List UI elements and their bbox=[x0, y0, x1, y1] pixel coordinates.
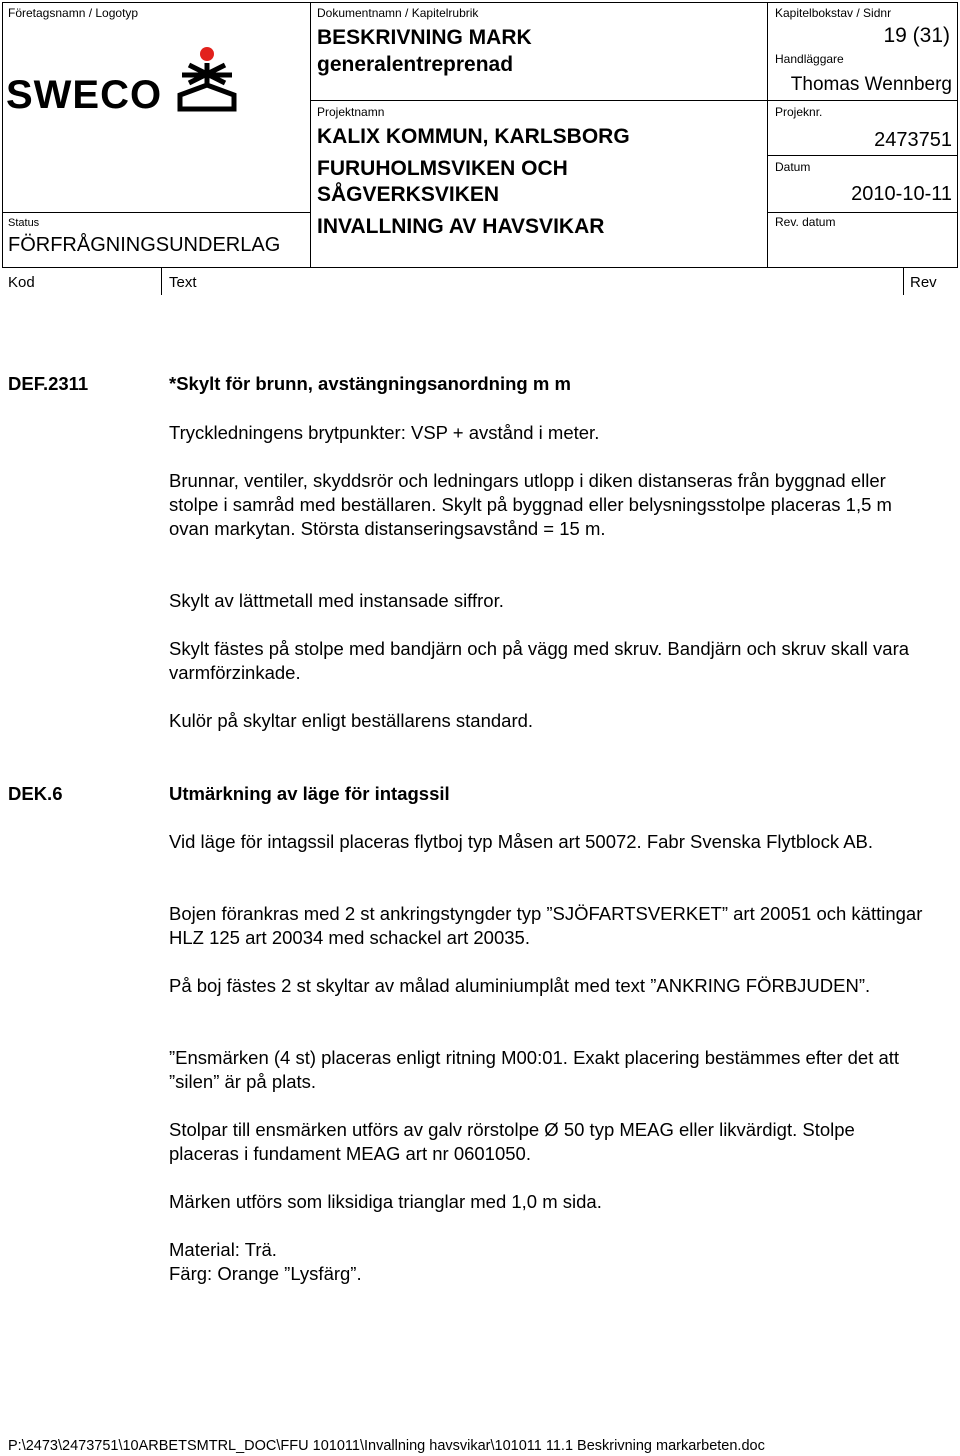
status-label: Status bbox=[8, 217, 40, 229]
rev-date-label: Rev. datum bbox=[775, 215, 836, 229]
paragraph: Kulör på skyltar enligt beställarens standard. bbox=[169, 710, 534, 731]
paragraph: Skylt av lättmetall med instansade siffror. bbox=[169, 590, 504, 611]
doc-label: Dokumentnamn / Kapitelrubrik bbox=[317, 6, 479, 20]
status-value: FÖRFRÅGNINGSUNDERLAG bbox=[8, 234, 281, 256]
project-line2: FURUHOLMSVIKEN OCH bbox=[317, 157, 568, 180]
col-rev-header: Rev bbox=[910, 274, 937, 291]
section-title: Utmärkning av läge för intagssil bbox=[169, 783, 450, 804]
colhead-divider-1 bbox=[161, 267, 162, 295]
logo-emblem bbox=[180, 63, 234, 109]
header-row-line-projno bbox=[767, 155, 958, 156]
paragraph: Bojen förankras med 2 st ankringstyngder typ ”SJÖFARTSVERKET” art 20051 och kättingar HLZ 125 art 20034 med schackel art 20035. bbox=[169, 903, 923, 948]
col-text-header: Text bbox=[169, 274, 197, 291]
paragraph: ”Ensmärken (4 st) placeras enligt ritning M00:01. Exakt placering bestämmes efter det att ”silen” är på plats. bbox=[169, 1047, 900, 1092]
project-line4: INVALLNING AV HAVSVIKAR bbox=[317, 215, 605, 238]
header-row-line-date bbox=[767, 212, 958, 213]
header-bottom-border bbox=[2, 267, 958, 268]
col-code-header: Kod bbox=[8, 274, 35, 291]
project-line3: SÅGVERKSVIKEN bbox=[317, 183, 500, 206]
section-code: DEF.2311 bbox=[8, 373, 89, 394]
page-number: 19 (31) bbox=[883, 24, 950, 47]
handler-name: Thomas Wennberg bbox=[790, 74, 952, 95]
company-label: Företagsnamn / Logotyp bbox=[8, 6, 139, 20]
header-right-border bbox=[957, 2, 958, 268]
paragraph: Brunnar, ventiler, skyddsrör och ledningars utlopp i diken distanseras från byggnad eller stolpe i samråd med beställaren. Skylt på byggnad eller belysningsstolpe placeras 1,5 m ovan markytan. Största distanseringsavstånd = 15 m. bbox=[169, 470, 892, 539]
doc-title-line2: generalentreprenad bbox=[317, 53, 514, 76]
project-label: Projektnamn bbox=[317, 105, 385, 119]
paragraph: Skylt fästes på stolpe med bandjärn och på vägg med skruv. Bandjärn och skruv skall vara varmförzinkade. bbox=[169, 638, 910, 683]
paragraph: Vid läge för intagssil placeras flytboj typ Måsen art 50072. Fabr Svenska Flytblock AB. bbox=[169, 831, 874, 852]
chapter-label: Kapitelbokstav / Sidnr bbox=[775, 6, 892, 20]
logo-wordmark: SWECO bbox=[6, 73, 163, 117]
paragraph: Stolpar till ensmärken utförs av galv rörstolpe Ø 50 typ MEAG eller likvärdigt. Stolpe placeras i fundament MEAG art nr 0601050. bbox=[169, 1119, 855, 1164]
paragraph: Material: Trä. bbox=[169, 1239, 277, 1260]
project-no: 2473751 bbox=[874, 129, 952, 151]
header-row-line-1 bbox=[310, 100, 958, 101]
doc-title-line1: BESKRIVNING MARK bbox=[317, 26, 532, 49]
section-code: DEK.6 bbox=[8, 783, 63, 804]
sweco-logo-graphic bbox=[6, 45, 242, 117]
project-no-label: Projeknr. bbox=[775, 105, 823, 119]
paragraph: Märken utförs som liksidiga trianglar med 1,0 m sida. bbox=[169, 1191, 602, 1212]
handler-label: Handläggare bbox=[775, 52, 844, 66]
header-row-line-status bbox=[2, 212, 311, 213]
paragraph: Tryckledningens brytpunkter: VSP + avstånd i meter. bbox=[169, 422, 600, 443]
section-title: *Skylt för brunn, avstängningsanordning m m bbox=[169, 373, 571, 394]
header-top-border bbox=[2, 2, 958, 3]
footer-file-path: P:\2473\2473751\10ARBETSMTRL_DOC\FFU 101011\Invallning havsvikar\101011 11.1 Beskrivning markarbeten.doc bbox=[8, 1438, 765, 1454]
paragraph: På boj fästes 2 st skyltar av målad aluminiumplåt med text ”ANKRING FÖRBJUDEN”. bbox=[169, 975, 871, 996]
logo-red-dot bbox=[200, 47, 214, 61]
header-left-border bbox=[2, 2, 3, 268]
sweco-logo bbox=[6, 45, 242, 117]
project-line1: KALIX KOMMUN, KARLSBORG bbox=[317, 125, 630, 148]
paragraph: Färg: Orange ”Lysfärg”. bbox=[169, 1263, 362, 1284]
header-divider-2 bbox=[767, 2, 768, 268]
date-label: Datum bbox=[775, 160, 811, 174]
date-value: 2010-10-11 bbox=[851, 183, 952, 205]
colhead-divider-2 bbox=[903, 267, 904, 295]
header-divider-1 bbox=[310, 2, 311, 268]
